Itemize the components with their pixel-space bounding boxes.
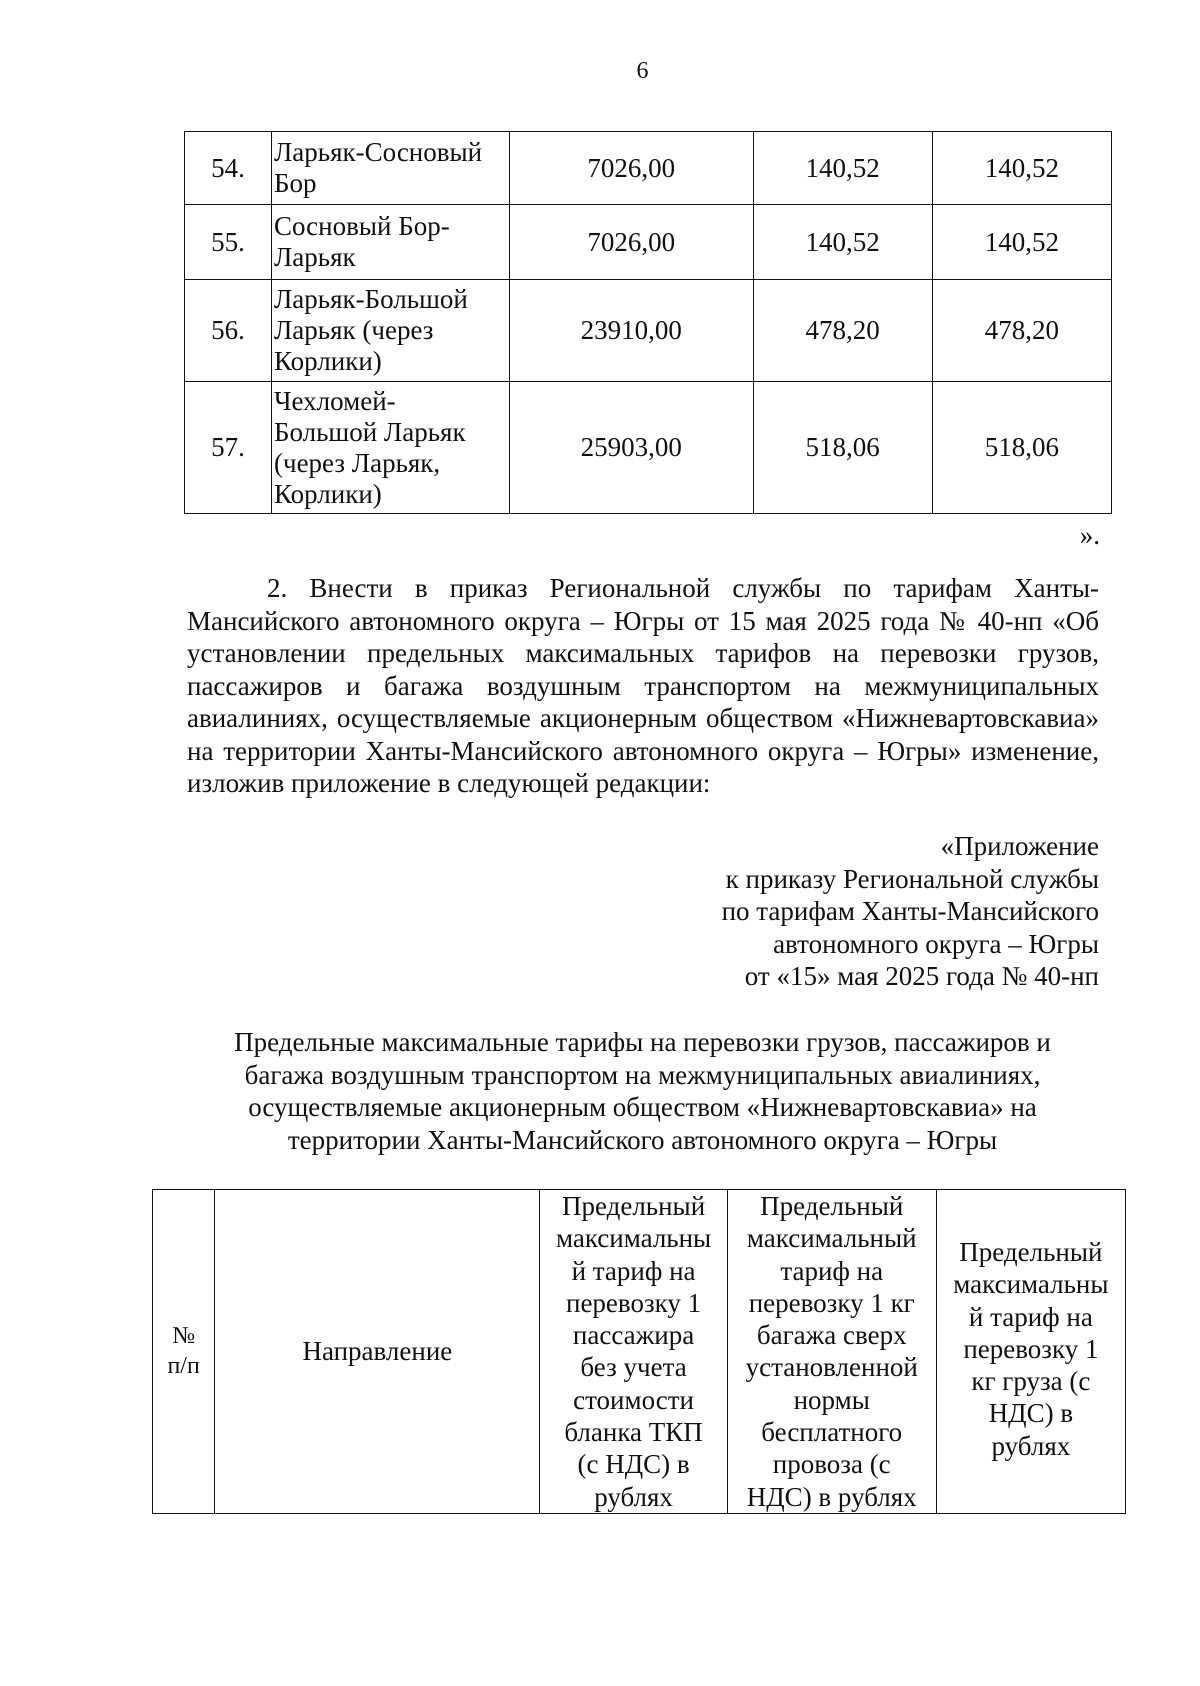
appendix-line: к приказу Региональной службы <box>725 863 1099 894</box>
header-line: п/п <box>167 1353 200 1380</box>
col-header-baggage-tariff <box>727 1190 936 1514</box>
col-header-direction: Направление <box>215 1190 540 1514</box>
cargo-tariff: 518,06 <box>932 382 1111 514</box>
route-direction <box>272 382 510 514</box>
baggage-tariff: 478,20 <box>753 280 932 382</box>
passenger-tariff: 25903,00 <box>510 382 754 514</box>
title-line: багажа воздушным транспортом на межмуниципальных авиалиниях, <box>244 1059 1041 1090</box>
header-line: нормы <box>793 1384 870 1415</box>
route-line: Ларьяк-Сосновый <box>274 137 483 167</box>
header-line: Предельный <box>561 1191 706 1221</box>
route-direction <box>272 280 510 382</box>
header-line: (с НДС) в <box>577 1449 690 1480</box>
header-line: рублях <box>594 1481 673 1512</box>
route-direction <box>272 132 510 205</box>
title-line: осуществляемые акционерным обществом «Нижневартовскавиа» на <box>248 1092 1037 1122</box>
amendment-paragraph: 2. Внести в приказ Региональной службы по тарифам Ханты-Мансийского автономного округа – Югры от 15 мая 2025 года № 40-нп «Об установлении предельных максимальных тарифов на перевозки грузов, пассажиров и багажа воздушным транспортом на межмуниципальных авиалиниях, осуществляемые акционерным обществом «Нижневартовскавиа» на территории Ханты-Мансийского автономного округа – Югры» изменение, изложив приложение в следующей редакции: <box>187 573 1099 798</box>
header-line: № <box>172 1323 196 1350</box>
route-line: Сосновый Бор- <box>274 211 450 241</box>
header-line: й тариф на <box>571 1255 696 1286</box>
route-direction <box>272 205 510 280</box>
route-line: Бор <box>274 168 317 198</box>
row-number: 56. <box>185 280 272 382</box>
header-line: максимальны <box>953 1269 1109 1300</box>
header-line: максимальный <box>746 1223 917 1254</box>
tariff-table-header <box>152 1189 1126 1514</box>
cargo-tariff: 140,52 <box>932 132 1111 205</box>
header-line: стоимости <box>573 1384 694 1415</box>
appendix-reference-block <box>579 830 1099 993</box>
table-row <box>185 205 1112 280</box>
route-line: Корлики) <box>274 346 382 376</box>
header-line: бланка ТКП <box>564 1417 703 1448</box>
route-line: (через Ларьяк, <box>274 447 441 478</box>
baggage-tariff: 140,52 <box>753 132 932 205</box>
header-line: перевозку 1 кг <box>748 1287 915 1318</box>
header-line: кг груза (с <box>971 1366 1091 1397</box>
route-line: Большой Ларьяк <box>274 416 466 447</box>
row-number: 57. <box>185 382 272 514</box>
col-header-cargo-tariff <box>936 1190 1125 1514</box>
tariff-table-continuation <box>184 131 1112 514</box>
cargo-tariff: 140,52 <box>932 205 1111 280</box>
header-line: рублях <box>991 1430 1071 1461</box>
header-line: перевозку 1 <box>963 1333 1099 1364</box>
row-number: 55. <box>185 205 272 280</box>
header-line: Предельный <box>959 1237 1103 1267</box>
header-line: перевозку 1 <box>566 1287 702 1318</box>
appendix-line: от «15» мая 2025 года № 40-нп <box>744 961 1099 991</box>
passenger-tariff: 7026,00 <box>510 132 754 205</box>
appendix-line: «Приложение <box>940 831 1099 861</box>
header-line: без учета <box>580 1352 687 1383</box>
header-line: Предельный <box>760 1191 904 1221</box>
document-title <box>150 1026 1135 1156</box>
title-line: Предельные максимальные тарифы на перевозки грузов, пассажиров и <box>234 1027 1051 1057</box>
header-line: бесплатного <box>761 1417 903 1448</box>
route-line: Ларьяк (через <box>274 315 434 345</box>
col-header-passenger-tariff <box>540 1190 727 1514</box>
row-number: 54. <box>185 132 272 205</box>
table-row <box>185 132 1112 205</box>
header-line: максимальны <box>555 1223 712 1254</box>
cargo-tariff: 478,20 <box>932 280 1111 382</box>
baggage-tariff: 518,06 <box>753 382 932 514</box>
route-line: Чехломей- <box>274 385 396 416</box>
route-line: Ларьяк-Большой <box>274 284 468 314</box>
closing-quote: ». <box>1079 520 1100 550</box>
baggage-tariff: 140,52 <box>753 205 932 280</box>
header-row <box>153 1190 1126 1514</box>
header-line: багажа сверх <box>756 1320 907 1351</box>
header-line: установленной <box>745 1352 918 1383</box>
header-line: тариф на <box>780 1255 884 1286</box>
appendix-line: по тарифам Ханты-Мансийского <box>721 896 1099 926</box>
route-line: Корлики) <box>274 478 382 509</box>
route-line: Ларьяк <box>274 242 356 272</box>
col-header-number <box>153 1190 215 1514</box>
table-row <box>185 280 1112 382</box>
header-line: провоза (с <box>772 1449 891 1480</box>
header-line: й тариф на <box>968 1301 1093 1332</box>
header-line: НДС) в рублях <box>746 1481 917 1512</box>
passenger-tariff: 7026,00 <box>510 205 754 280</box>
page-number: 6 <box>636 58 649 84</box>
appendix-line: автономного округа – Югры <box>773 928 1099 959</box>
passenger-tariff: 23910,00 <box>510 280 754 382</box>
table-row <box>185 382 1112 514</box>
header-line: пассажира <box>572 1320 695 1351</box>
title-line: территории Ханты-Мансийского автономного округа – Югры <box>287 1124 998 1155</box>
header-line: НДС) в <box>988 1398 1074 1429</box>
